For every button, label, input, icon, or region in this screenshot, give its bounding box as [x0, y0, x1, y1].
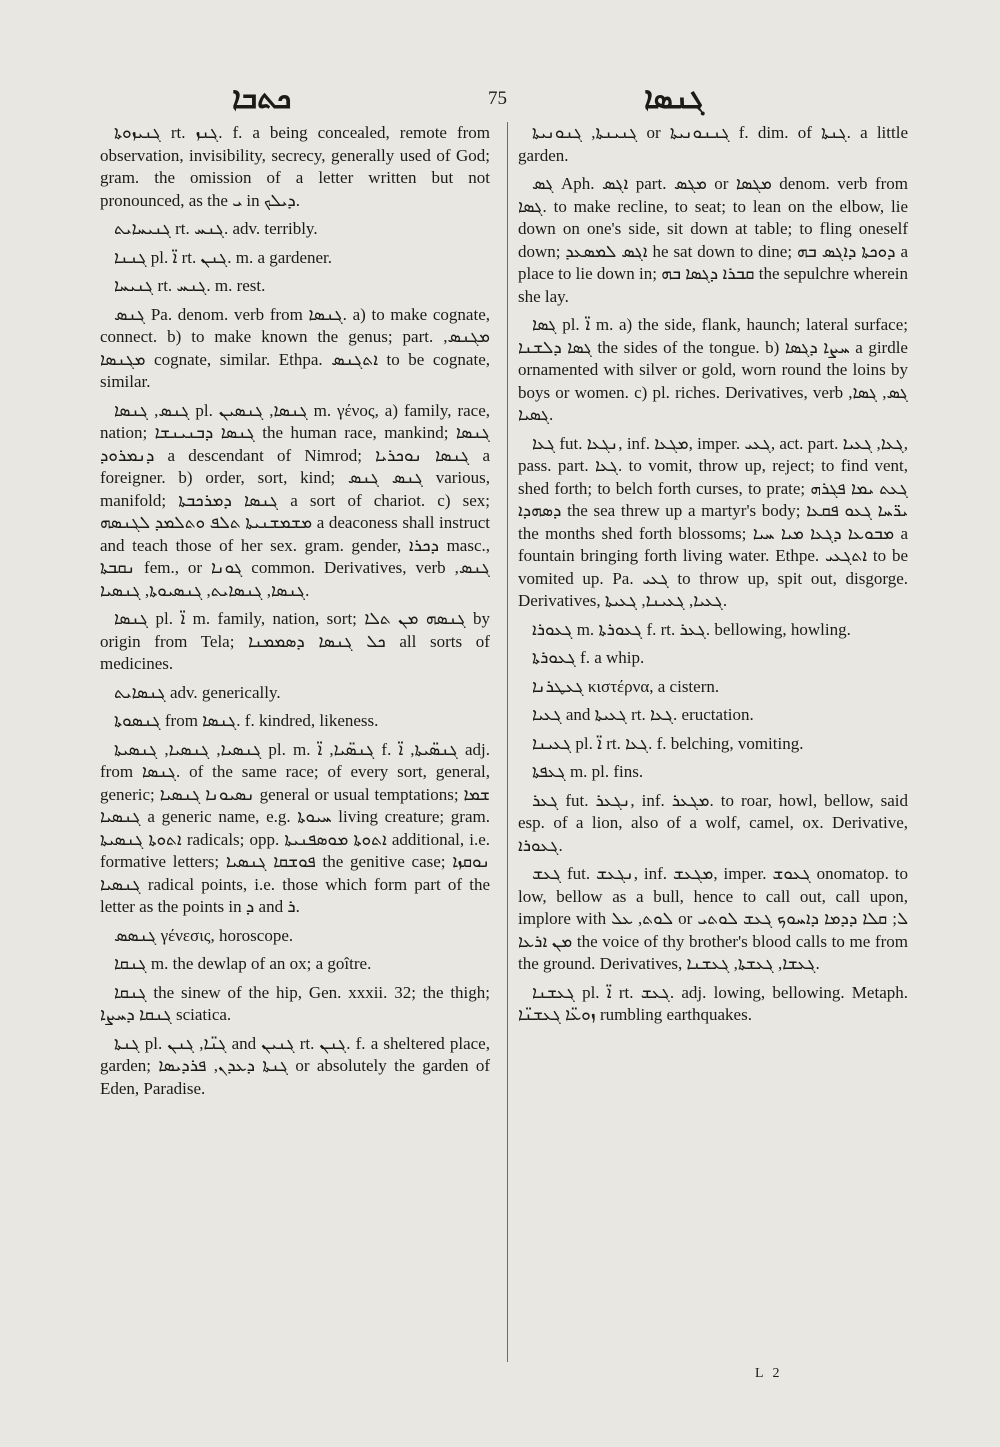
entry: ܓܣ Aph. ܐܓܣ part. ܡܓܣ or ܡܓܣܐ denom. verb from ܓܣܐ. to make recline, to seat; to lean on the elbow, lie down on one's side, sit down at table; to fling oneself down; ܐܓܣ ܠܡܣܥܕ he sat down to dine; ܕܘܟܬܐ ܕܐܓܣ ܒܗ a place to lie down in; ܩܒܪܐ ܕܓܣܐ ܒܗ the sepulchre wherein she lay. — [518, 174, 909, 306]
entry: ܓܥܝܢܐ pl. ܐ̈ rt. ܓܥܐ. f. belching, vomiting. — [532, 733, 804, 753]
entry: ܓܢܩܐ the sinew of the hip, Gen. xxxii. 32; the thigh; ܓܢܩܐ ܕܚܨܐ sciatica. — [100, 982, 490, 1024]
entry: ܓܥܘܪܬܐ f. a whip. — [532, 648, 645, 667]
entry: ܓܥܫܢܐ pl. ܐ̈ rt. ܓܥܫ. adj. lowing, bellowing. Metaph. ܙܘܥ̈ܐ ܓܥܫܢ̈ܐ rumbling earthquakes. — [518, 982, 908, 1024]
entry: ܓܢܣ, ܓܢܣܐ pl. ܓܢܣܐ, ܓܢܣܝܢ m. γένος, a) family, race, nation; ܓܢܣܐ ܕܒܢܝܢܫܐ the human race, mankind; ܓܢܣܐ ܕܢܡܪܘܕ a descendant of Nimrod; ܓܢܣܐ ܢܘܟܪܝܐ a foreigner. b) order, sort, kind; ܓܢܣ ܓܢܣ various, manifold; ܓܢܣܐ ܕܡܪܟܒܬܐ a sort of chariot. c) sex; ܡܫܡܫܢܝܬܐ ܬܠܦ ܘܬܠܡܕ ܠܓܢܣܗ a deaconess shall instruct and teach those of her sex. gram. gender, ܕܟܪܐ masc., ܢܩܒܬܐ fem., or ܓܘܢܐ common. Derivatives, verb ܓܢܣ, ܓܢܣܐ, ܓܢܣܐܝܬ, ܓܢܣܝܘܬܐ, ܓܢܣܝܐ. — [100, 400, 491, 600]
entry: ܓܢܣܝܐ, ܓܢܣܝܐ, ܓܢܣܝܬܐ pl. m. ܓܢܣ̈ܝܐ, ܐ̈ f. ܓܢܣ̈ܝܬܐ, ܐ̈ adj. from ܓܢܣܐ. of the same race; of every sort, general, generic; ܢܣܝܘܢܐ ܓܢܣܝܐ general or usual temptations; ܫܡܐ ܓܢܣܝܐ a generic name, e.g. ܚܝܘܬܐ living creature; gram. ܐܬܘܬܐ ܓܢܣܝܬܐ radicals; opp. ܐܬܘܬܐ ܡܘܣܦܢܝܬܐ additional, i.e. formative letters; ܦܘܫܩܐ ܓܢܣܝܐ the genitive case; ܢܘܩܙܐ ܓܢܣܝܐ radical points, i.e. those which form part of the letter as the points in ܕ and ܪ. — [100, 739, 490, 916]
entry: ܓܢܝܚܐܝܬ rt. ܓܢܚ. adv. terribly. — [114, 219, 318, 238]
right-column — [518, 122, 908, 1033]
entry: ܓܢܣܣ γένεσις, horoscope. — [114, 925, 294, 945]
entry: ܓܢܩܐ m. the dewlap of an ox; a goître. — [114, 954, 372, 973]
entry: ܓܢܢܐ pl. ܐ̈ rt. ܓܢܢ. m. a gardener. — [114, 247, 333, 267]
signature-mark: L 2 — [755, 1366, 783, 1381]
entry: ܓܢܬܐ pl. ܓܢ̈ܐ, ܓܢܢ and ܓܢܝܢ rt. ܓܢܢ. f. a sheltered place, garden; ܓܢܬܐ ܕܥܕܢ, ܦܪܕܝܣܐ or absolutely the garden of Eden, Paradise. — [100, 1033, 490, 1098]
entry: ܓܥܪ fut. ܢܓܥܪ, inf. ܡܓܥܪ. to roar, howl, bellow, said esp. of a lion, also of a wolf, camel, ox. Derivative, ܓܥܘܪܐ. — [518, 790, 908, 855]
entry: ܓܥܘܪܐ m. ܓܥܘܪܬܐ f. rt. ܓܥܪ. bellowing, howling. — [532, 619, 851, 639]
entry: ܓܢܝܢܬܐ, ܓܢܘܢܝܬܐ or ܓܢܢܘܢܝܬܐ f. dim. of ܓܢܬܐ. a little garden. — [518, 123, 908, 165]
page-header — [0, 82, 1000, 122]
entry: ܓܥܝܐ and ܓܥܝܬܐ rt. ܓܥܐ. eructation. — [532, 705, 754, 724]
column-divider — [507, 122, 508, 1362]
entry: ܓܥܐ fut. ܢܓܥܐ, inf. ܡܓܥܐ, imper. ܓܥܝ, act. part. ܓܥܐ, ܓܥܝܐ, pass. part. ܓܥܐ. to vomit, throw up, reject; to find vent, shed forth; to belch forth curses, to prate; ܓܥܬ ܝܡܐ ܦܓܪܗ ܕܣܗܕܐ the sea threw up a martyr's body; ܝܪ̈ܚܐ ܓܥܘ ܦܩܥܐ the months shed forth blossoms; ܡܒܘܥܐ ܕܓܥܐ ܡܝܐ ܚܝܐ a fountain bringing forth living water. Ethpe. ܐܬܓܥܝ to be vomited up. Pa. ܓܥܝ to throw up, spit out, disgorge. Derivatives, ܓܥܝܐ, ܓܥܝܢܐ, ܓܥܝܬܐ. — [518, 433, 908, 610]
entry: ܓܢܣܘܬܐ from ܓܢܣܐ. f. kindred, likeness. — [114, 711, 379, 730]
running-head-right: ܓܢܣܐ — [644, 82, 705, 115]
entry: ܓܥܦܬܐ m. pl. fins. — [532, 762, 644, 781]
entry: ܓܢܣܐܝܬ adv. generically. — [114, 682, 281, 702]
entry: ܓܥܫ fut. ܢܓܥܫ, inf. ܡܓܥܫ, imper. ܓܥܘܫ onomatop. to low, bellow as a bull, hence to call out, call upon, implore with ܠܘܬ, ܥܠ or ܠ; ܩܠܐ ܕܕܡܐ ܕܐܚܘܟ ܓܥܫ ܠܘܬܝ ܡܢ ܐܪܥܐ the voice of thy brother's blood calls to me from the ground. Derivatives, ܓܥܫܐ, ܓܥܫܬܐ, ܓܥܫܢܐ. — [518, 864, 908, 973]
entry: ܓܢܣ Pa. denom. verb from ܓܢܣܐ. a) to make cognate, connect. b) to make known the genus; part. ܡܓܢܣ, ܡܓܢܣܐ cognate, similar. Ethpa. ܐܬܓܢܣ to be cognate, similar. — [100, 304, 490, 391]
left-column — [100, 122, 490, 1106]
entry: ܓܢܝܙܘܬܐ rt. ܓܢܙ. f. a being concealed, remote from observation, invisibility, secrecy, generally used of God; gram. the omission of a letter written but not pronounced, as the ܝ in ܕܝܠܟ. — [100, 123, 491, 210]
entry: ܓܢܝܚܐ rt. ܓܢܚ. m. rest. — [114, 276, 266, 295]
entry: ܓܥܛܪܢܐ κιστέρνα, a cistern. — [532, 676, 720, 696]
page-number: 75 — [488, 88, 507, 109]
entry: ܓܣܐ pl. ܐ̈ m. a) the side, flank, haunch; lateral surface; ܓܣܐ ܕܠܫܢܐ the sides of the tongue. b) ܚܨܐ ܕܓܣܐ a girdle ornamented with silver or gold, worn round the loins by boys or women. c) pl. riches. Derivatives, verb ܓܣ, ܓܣܐ, ܓܣܝܐ. — [518, 315, 908, 424]
running-head-left: ܟܬܒܐ — [232, 82, 292, 115]
entry: ܓܢܣܐ pl. ܐ̈ m. family, nation, sort; ܓܢܣܗ ܡܢ ܬܠܐ by origin from Tela; ܟܠ ܓܢܣܐ ܕܣܡܡܢܐ all sorts of medicines. — [100, 609, 490, 673]
